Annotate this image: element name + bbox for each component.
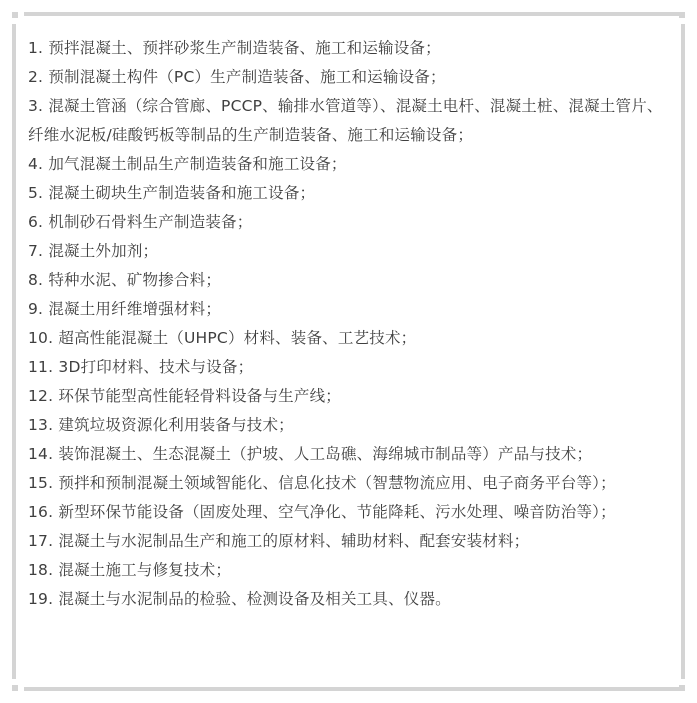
list-content xyxy=(28,34,668,614)
frame-bottom-border xyxy=(24,687,683,691)
list-item: 14. 装饰混凝土、生态混凝土（护坡、人工岛礁、海绵城市制品等）产品与技术； xyxy=(28,445,593,463)
list-item: 10. 超高性能混凝土（UHPC）材料、装备、工艺技术； xyxy=(28,329,417,347)
list-item: 7. 混凝土外加剂； xyxy=(28,242,159,260)
frame-top-border xyxy=(24,12,683,16)
list-item: 12. 环保节能型高性能轻骨料设备与生产线； xyxy=(28,387,341,405)
list-item: 16. 新型环保节能设备（固废处理、空气净化、节能降耗、污水处理、噪音防治等）； xyxy=(28,503,616,521)
frame-corner-bottom-left xyxy=(12,685,18,691)
frame-corner-bottom-right xyxy=(679,685,685,691)
list-item: 15. 预拌和预制混凝土领域智能化、信息化技术（智慧物流应用、电子商务平台等）； xyxy=(28,474,616,492)
bordered-content-box xyxy=(12,12,685,691)
list-item: 13. 建筑垃圾资源化利用装备与技术； xyxy=(28,416,294,434)
list-item: 19. 混凝土与水泥制品的检验、检测设备及相关工具、仪器。 xyxy=(28,590,451,608)
frame-corner-top-right xyxy=(679,12,685,18)
list-item: 9. 混凝土用纤维增强材料； xyxy=(28,300,222,318)
exhibit-scope-list xyxy=(28,34,668,614)
list-item: 5. 混凝土砌块生产制造装备和施工设备； xyxy=(28,184,316,202)
frame-right-border xyxy=(681,24,685,679)
list-item: 4. 加气混凝土制品生产制造装备和施工设备； xyxy=(28,155,347,173)
list-item: 3. 混凝土管涵（综合管廊、PCCP、输排水管道等）、混凝土电杆、混凝土桩、混凝土管片、纤维水泥板/硅酸钙板等制品的生产制造装备、施工和运输设备； xyxy=(28,97,663,144)
list-item: 1. 预拌混凝土、预拌砂浆生产制造装备、施工和运输设备； xyxy=(28,39,441,57)
list-item: 2. 预制混凝土构件（PC）生产制造装备、施工和运输设备； xyxy=(28,68,446,86)
list-item: 17. 混凝土与水泥制品生产和施工的原材料、辅助材料、配套安装材料； xyxy=(28,532,530,550)
list-item: 11. 3D打印材料、技术与设备； xyxy=(28,358,254,376)
list-item: 8. 特种水泥、矿物掺合料； xyxy=(28,271,222,289)
frame-corner-top-left xyxy=(12,12,18,18)
frame-left-border xyxy=(12,24,16,679)
list-item: 18. 混凝土施工与修复技术； xyxy=(28,561,232,579)
list-item: 6. 机制砂石骨料生产制造装备； xyxy=(28,213,253,231)
